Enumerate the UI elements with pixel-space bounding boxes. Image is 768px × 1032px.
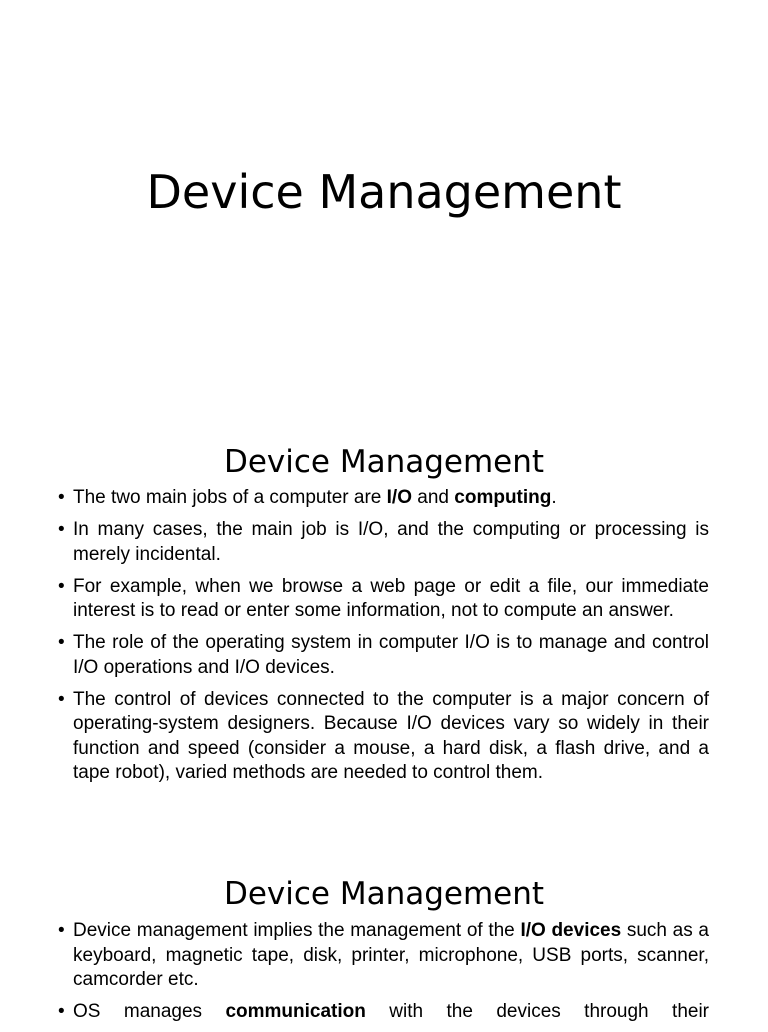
bold-term-computing: computing (454, 487, 552, 508)
bullet-item (58, 1000, 709, 1025)
bullet-item (58, 486, 709, 511)
bullet-item: • For example, when we browse a web page or edit a file, our immediate interest is to read or enter some information, not to compute an answer. (58, 575, 709, 624)
bullet-text: . (551, 487, 557, 508)
bold-term-io-devices: I/O devices (520, 920, 622, 941)
title-slide (0, 0, 768, 420)
bold-term-communication: communication (225, 1001, 366, 1022)
bullet-list (58, 486, 709, 793)
bullet-text: with the devices through their (365, 1001, 710, 1022)
main-title: Device Management (146, 165, 622, 219)
bullet-item: • The control of devices connected to the computer is a major concern of operating-system designers. Because I/O devices vary so widely in their function and speed (consider a mouse, a hard disk, a flash drive, and a tape robot), varied methods are needed to control them. (58, 688, 709, 786)
bullet-text: such as a keyboard, magnetic tape, disk, printer, microphone, USB ports, scanner, camcorder etc. (73, 920, 709, 990)
slide-title: Device Management (223, 444, 545, 480)
bullet-text: The two main jobs of a computer are (73, 487, 387, 508)
bullet-text: Device management implies the management of the (73, 920, 521, 941)
bullet-item: • In many cases, the main job is I/O, and the computing or processing is merely incidental. (58, 518, 709, 567)
bullet-text: OS manages (73, 1001, 226, 1022)
bullet-item (58, 919, 709, 993)
bullet-item: • The role of the operating system in computer I/O is to manage and control I/O operations and I/O devices. (58, 631, 709, 680)
bullet-list (58, 919, 709, 1032)
slide-title: Device Management (223, 876, 545, 912)
bullet-text: and (412, 487, 455, 508)
bold-term-io: I/O (386, 487, 412, 508)
